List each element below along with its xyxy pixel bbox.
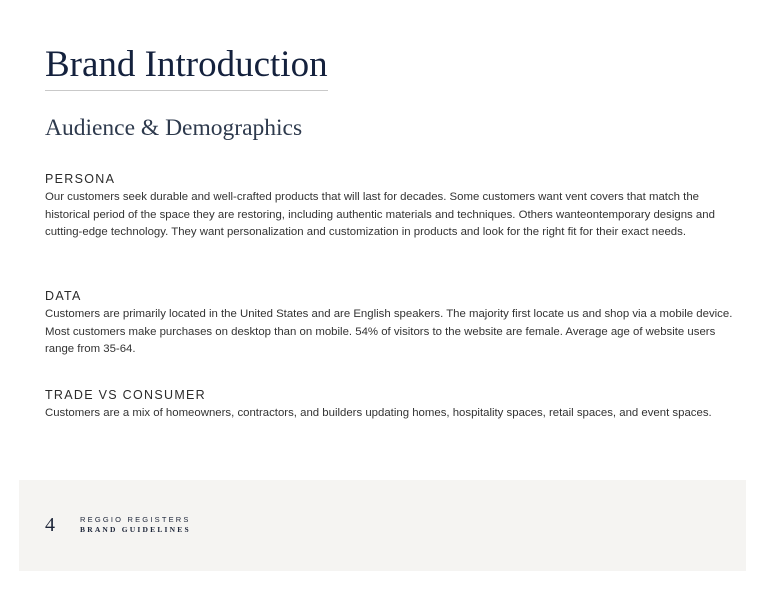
persona-heading: PERSONA <box>45 172 116 186</box>
footer-brand-name: REGGIO REGISTERS <box>80 515 191 524</box>
page-title: Brand Introduction <box>45 42 328 91</box>
persona-text: Our customers seek durable and well-crafted products that will last for decades. Some customers want vent covers that match the historical period of the space they are restoring, including authentic materials and techniques. Others wanteontemporary designs and cutting-edge technology. They want personalization and customization in products and look for the right fit for their exact needs. <box>45 191 715 238</box>
footer-brand <box>80 515 191 534</box>
data-heading: DATA <box>45 289 82 303</box>
trade-vs-consumer-heading: TRADE VS CONSUMER <box>45 388 207 402</box>
data-section <box>45 288 735 359</box>
section-title: Audience & Demographics <box>45 115 303 141</box>
data-text: Customers are primarily located in the United States and are English speakers. The majority first locate us and shop via a mobile device. Most customers make purchases on desktop than on mobile. 54% of visitors to the website are female. Average age of website users range from 35-64. <box>45 308 733 355</box>
footer-document-name: BRAND GUIDELINES <box>80 524 191 534</box>
trade-vs-consumer-section <box>45 387 735 423</box>
trade-vs-consumer-text: Customers are a mix of homeowners, contractors, and builders updating homes, hospitality spaces, retail spaces, and event spaces. <box>45 407 712 419</box>
persona-section <box>45 171 735 242</box>
page-footer <box>19 480 746 571</box>
page-number: 4 <box>45 514 55 536</box>
